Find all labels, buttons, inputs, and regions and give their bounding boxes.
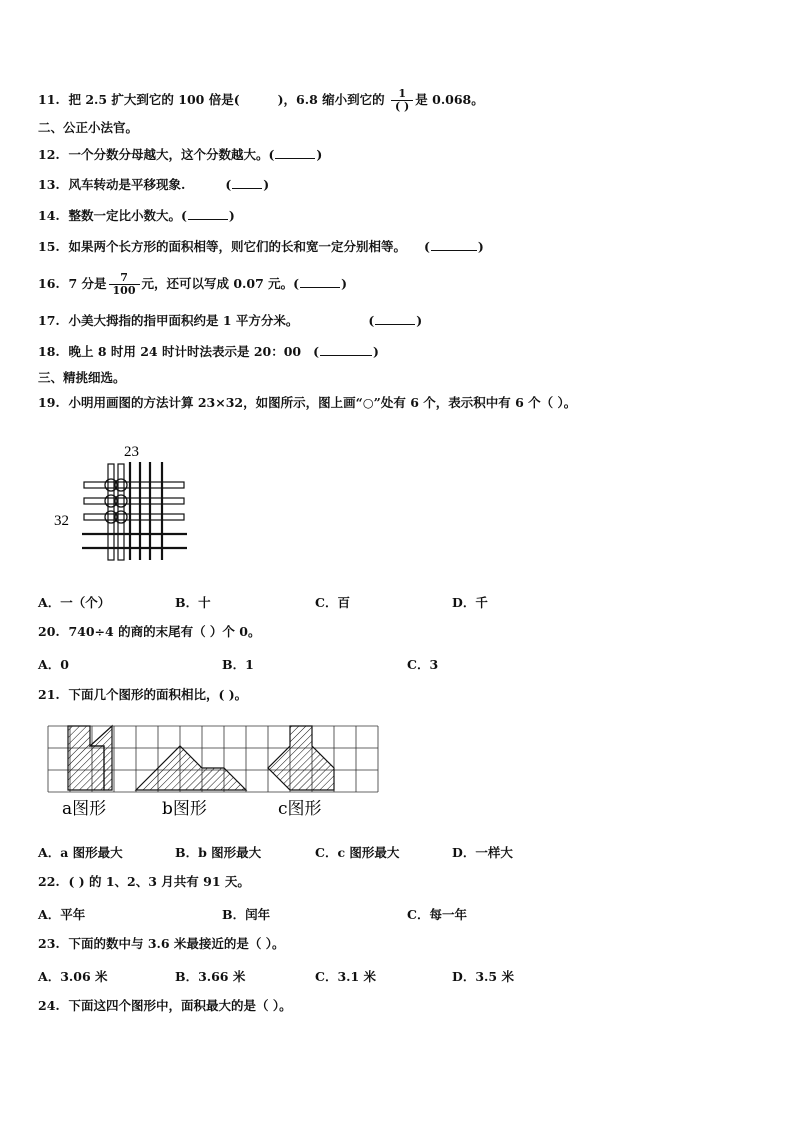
- option-b[interactable]: B．b 图形最大: [175, 845, 262, 860]
- question-text: 把 2.5 扩大到它的 100 倍是(: [68, 92, 240, 107]
- area-comparison-figure: [46, 724, 386, 824]
- question-text: 是 0.068。: [415, 92, 484, 107]
- option-a[interactable]: A．0: [38, 657, 69, 672]
- question-17: 17. 小美大拇指的指甲面积约是 1 平方分米。 ( ): [38, 313, 423, 328]
- option-a[interactable]: A．一（个）: [38, 595, 111, 610]
- question-18: 18. 晚上 8 时用 24 时计时法表示是 20：00 ( ): [38, 344, 379, 359]
- option-d[interactable]: D．3.5 米: [452, 969, 514, 984]
- question-11: [38, 88, 484, 113]
- question-19: 19. 小明用画图的方法计算 23×32，如图所示，图上画“○”处有 6 个，表示积中有 6 个（ ）。: [38, 395, 577, 410]
- option-b[interactable]: B．闰年: [222, 907, 271, 922]
- option-a[interactable]: A．3.06 米: [38, 969, 108, 984]
- option-c[interactable]: C．百: [315, 595, 350, 610]
- shape-c: [268, 726, 334, 790]
- multiplication-grid-figure: [52, 440, 192, 565]
- question-13: 13. 风车转动是平移现象. ( ): [38, 177, 270, 192]
- shape-b: [136, 746, 246, 790]
- answer-blank[interactable]: [320, 343, 372, 356]
- option-a[interactable]: A．平年: [38, 907, 86, 922]
- option-c[interactable]: C．3: [407, 657, 439, 672]
- question-16: 16. 7 分是 $\frac{7}{100}$ 元，还可以写成 0.07 元。( ): [38, 271, 347, 297]
- figure-label-top: 23: [124, 444, 139, 460]
- option-d[interactable]: D．千: [452, 595, 488, 610]
- option-d[interactable]: D．一样大: [452, 845, 513, 860]
- figure-label-a: a图形: [62, 799, 107, 819]
- option-c[interactable]: C．每一年: [407, 907, 467, 922]
- question-20: 20. 740÷4 的商的末尾有（ ）个 0。: [38, 624, 261, 639]
- answer-blank[interactable]: [375, 312, 415, 325]
- section-title: 三、精挑细选。: [38, 370, 126, 385]
- question-14: 14. 整数一定比小数大。( ): [38, 208, 235, 223]
- question-12: 12. 一个分数分母越大，这个分数越大。( ): [38, 147, 323, 162]
- answer-blank[interactable]: [232, 176, 262, 189]
- question-22: 22. ( ) 的 1、2、3 月共有 91 天。: [38, 874, 250, 889]
- option-b[interactable]: B．十: [175, 595, 211, 610]
- fraction: $\frac{1}{( )}$: [391, 88, 413, 113]
- question-24: 24. 下面这四个图形中，面积最大的是（ ）。: [38, 998, 292, 1013]
- figure-label-c: c图形: [278, 799, 322, 819]
- option-c[interactable]: C．c 图形最大: [315, 845, 400, 860]
- answer-blank[interactable]: [275, 146, 315, 159]
- question-23: 23. 下面的数中与 3.6 米最接近的是（ ）。: [38, 936, 285, 951]
- option-a[interactable]: A．a 图形最大: [38, 845, 123, 860]
- shape-a: [68, 726, 112, 790]
- option-c[interactable]: C．3.1 米: [315, 969, 377, 984]
- section-title: 二、公正小法官。: [38, 120, 139, 135]
- answer-blank[interactable]: [188, 207, 228, 220]
- option-b[interactable]: B．3.66 米: [175, 969, 246, 984]
- figure-label-b: b图形: [162, 799, 207, 819]
- question-number: 11.: [38, 92, 60, 107]
- question-15: 15. 如果两个长方形的面积相等，则它们的长和宽一定分别相等。 ( ): [38, 239, 484, 254]
- fraction: $\frac{7}{100}$: [109, 272, 140, 297]
- question-text: )，6.8 缩小到它的: [277, 92, 385, 107]
- option-b[interactable]: B．1: [222, 657, 254, 672]
- answer-blank[interactable]: [300, 275, 340, 288]
- question-21: 21. 下面几个图形的面积相比，( )。: [38, 687, 248, 702]
- figure-label-left: 32: [54, 513, 69, 529]
- answer-blank[interactable]: [431, 238, 477, 251]
